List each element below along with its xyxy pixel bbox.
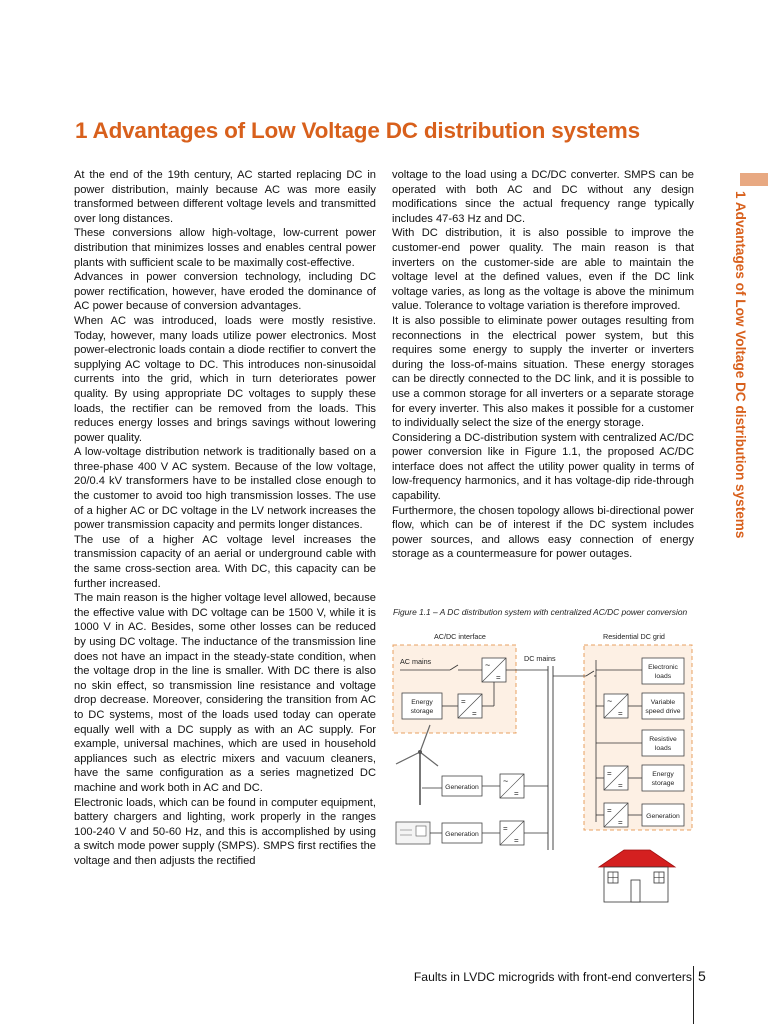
paragraph: Considering a DC-distribution system with centralized AC/DC power conversion like in Figure 1.1, the proposed AC/DC interface does not affect the utility power quality in terms of low-frequency harmonics, and it has voltage-dip ride-through capability.: [392, 431, 694, 503]
paragraph: Advances in power conversion technology, including DC power rectification, however, have eroded the dominance of AC power because of conversion advantages.: [74, 271, 376, 313]
variable-speed-drive: [642, 693, 684, 719]
svg-text:=: =: [472, 709, 477, 718]
electronic-loads: [642, 658, 684, 684]
svg-text:speed drive: speed drive: [645, 708, 681, 715]
dc-distribution-diagram: [390, 630, 695, 910]
generation-solar: [442, 823, 482, 843]
dcdc-converter: [458, 694, 482, 718]
svg-text:=: =: [514, 789, 519, 798]
wind-turbine-icon: [396, 725, 438, 805]
dcdc-converter-generation: [604, 803, 628, 827]
ac-mains-label: AC mains: [400, 657, 432, 666]
svg-text:=: =: [607, 806, 612, 815]
residential-grid-label: Residential DC grid: [603, 632, 665, 641]
svg-text:~: ~: [503, 776, 509, 786]
residential-energy-storage: [642, 765, 684, 791]
svg-text:=: =: [618, 781, 623, 790]
paragraph: These conversions allow high-voltage, low-current power distribution that minimizes losses and enables central power plants with sufficient scale to be maximally cost-effective.: [74, 227, 376, 269]
footer-divider: [693, 966, 694, 1024]
paragraph: voltage to the load using a DC/DC converter. SMPS can be operated with both AC and DC without any design modifications since the actual frequency range typically includes 47-63 Hz and DC.: [392, 169, 694, 225]
right-text-column: [392, 168, 694, 562]
paragraph: Electronic loads, which can be found in computer equipment, battery chargers and lighting, work properly in the ranges 100-240 V and 50-60 Hz, and this is accomplished by using a switch mode power supply (SMPS). SMPS first rectifies the voltage and then adjusts the rectified: [74, 796, 376, 867]
svg-text:Generation: Generation: [445, 831, 479, 838]
page-number: 5: [698, 968, 706, 984]
house-icon: [599, 850, 675, 902]
dcac-converter-vsd: [604, 694, 628, 718]
residential-generation: [642, 804, 684, 826]
paragraph: The main reason is the higher voltage level allowed, because the effective value with DC voltage can be 1500 V, while it is 1000 V in AC. Besides, some other losses can be reduced by using DC voltage. The inductance of the transmission line does not have an impact in the steady-state condition, when the voltage drop in the line is smaller. With DC there is also no skin effect, so transmission line resistance and voltage drop decrease. Moreover, considering the transition from AC to DC systems, most of the loads used today can operate equally well with a DC supply as with an AC supply. For example, universal machines, which are used in household appliances such as electric mixers and vacuum cleaners, have the same configuration as a series magnetized DC machine and work both in AC and DC.: [74, 592, 376, 794]
figure-caption: Figure 1.1 – A DC distribution system with centralized AC/DC power conversion: [393, 607, 688, 617]
svg-text:loads: loads: [654, 745, 672, 752]
solar-generator-icon: [396, 822, 430, 844]
svg-text:=: =: [514, 836, 519, 845]
paragraph: When AC was introduced, loads were mostly resistive. Today, however, many loads utilize power electronics. Most power-electronic loads contain a diode rectifier to convert the supplying AC voltage to DC. This introduces non-sinusoidal currents into the grid, which in turn deteriorates power quality. By using appropriate DC voltages to supply these loads, the rectifier can be removed from the loads. This reduces energy losses and brings savings without lowering power quality.: [74, 314, 376, 444]
svg-text:Generation: Generation: [646, 813, 680, 820]
interface-energy-storage: [402, 693, 442, 719]
svg-text:Electronic: Electronic: [648, 664, 678, 671]
svg-text:=: =: [503, 824, 508, 833]
svg-text:=: =: [618, 709, 623, 718]
dcdc-converter-storage: [604, 766, 628, 790]
svg-text:Energy: Energy: [411, 699, 433, 706]
paragraph: It is also possible to eliminate power outages resulting from reconnections in the electrical power system, but this requires some energy to supply the inverter or inverters during the loss-of-mains situation. These energy storages can be directly connected to the DC link, and it is possible to use a common storage for all inverters or a separate storage for every inverter. This also makes it possible for a customer to individually select the size of the energy storage.: [392, 314, 694, 430]
paragraph: At the end of the 19th century, AC started replacing DC in power distribution, mainly because AC was more easily transformed between different voltage levels and transmitted over long distances.: [74, 169, 376, 225]
svg-text:Generation: Generation: [445, 784, 479, 791]
chapter-title: 1 Advantages of Low Voltage DC distribution systems: [75, 118, 640, 143]
svg-text:=: =: [496, 673, 501, 682]
svg-text:storage: storage: [410, 708, 434, 715]
acdc-converter: [482, 658, 506, 682]
paragraph: The use of a higher AC voltage level increases the transmission capacity of an aerial or underground cable with the same cross-section area. With DC, this capacity can be further increased.: [74, 533, 376, 590]
side-title-text: 1 Advantages of Low Voltage DC distribution systems: [733, 191, 748, 539]
acdc-interface-label: AC/DC interface: [434, 632, 486, 641]
paragraph: Furthermore, the chosen topology allows bi-directional power flow, which can be of interest if the DC system includes power sources, and allows easy connection of energy storage as a countermeasure for power outages.: [392, 504, 694, 561]
svg-text:=: =: [461, 697, 466, 706]
svg-text:=: =: [618, 818, 623, 827]
svg-text:~: ~: [485, 660, 491, 670]
svg-text:Variable: Variable: [650, 699, 676, 706]
resistive-loads: [642, 730, 684, 756]
svg-text:Resistive: Resistive: [649, 736, 677, 743]
running-footer: Faults in LVDC microgrids with front-end converters: [413, 970, 692, 984]
paragraph: With DC distribution, it is also possible to improve the customer-end power quality. The main reason is that inverters on the customer-side are able to maintain the voltage level at the defined values, even if the DC link voltage varies, as long as the voltage is above the minimum value. Tolerance to voltage variation is therefore improved.: [392, 227, 694, 313]
dc-mains-label: DC mains: [524, 654, 556, 663]
svg-text:~: ~: [607, 696, 613, 706]
chapter-side-tab: [740, 173, 768, 186]
svg-text:loads: loads: [654, 673, 672, 680]
dcdc-converter-solar: [500, 821, 524, 845]
acdc-converter-wind: [500, 774, 524, 798]
generation-wind: [442, 776, 482, 796]
svg-text:=: =: [607, 769, 612, 778]
svg-text:Energy: Energy: [652, 771, 674, 778]
side-running-title: [729, 191, 755, 571]
paragraph: A low-voltage distribution network is traditionally based on a three-phase 400 V AC system. Because of the low voltage, 20/0.4 kV transformers have to be installed close enough to the customer to avoid too high transmission losses. The use of a higher AC or DC voltage in the LV network increases the power transmission capacity and permits longer distances.: [74, 446, 376, 532]
left-text-column: [74, 168, 376, 869]
svg-text:storage: storage: [651, 780, 675, 787]
